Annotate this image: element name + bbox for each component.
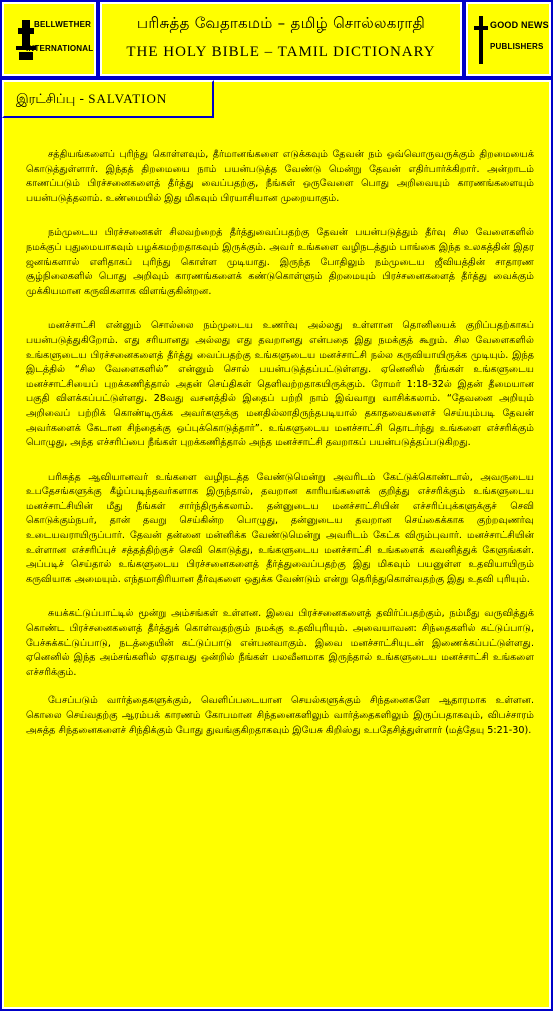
paragraph: சத்தியங்களைப் புரிந்து கொள்ளவும், தீர்மானங்களை எடுக்கவும் தேவன் நம் ஒவ்வொருவருக்கும் திறமையைக் கொடுத்துள்ளார். இந்தத் திறமையை நாம் பயன்படுத்த வேண்டு மென்று தேவன் எதிர்பார்க்கிறார். அன்றாடம் காணப்படும் பிரச்சனைகளைத் தீர்த்து வைப்பதற்கு, நீங்கள் ஒருவேளை பொது அறிவையும் காரணங்களையும் பயன்படுத்தலாம். உண்மையில் இது மிகவும் பிரயாசியான முறையாகும். (26, 149, 534, 204)
paragraph: சுயக்கட்டுப்பாட்டில் மூன்று அம்சங்கள் உள்ளன. இவை பிரச்சனைகளைத் தவிர்ப்பதற்கும், நம்மீது வருவித்துக் கொண்ட பிரச்சனைகளைத் தீர்த்துக் கொள்வதற்கும் நமக்கு உதவிபுரியும். அவையாவன: சிந்தைகளில் கட்டுப்பாடு, பேச்சுக்கட்டுப்பாடு, நடத்தையின் கட்டுப்பாடு என்பனவாகும். இவை மனச்சாட்சியுடன் இணைக்கப்பட்டுள்ளது. ஏனெனில் இந்த அம்சங்களில் ஏதாவது ஒன்றில் நீங்கள் பலவீனமாக இருந்தால் உங்களுடைய மனச்சாட்சி உங்களை எச்சரிக்கும். (26, 608, 534, 678)
tamil-title: பரிசுத்த வேதாகமம் – தமிழ் சொல்லகராதி (136, 14, 426, 32)
section-heading (2, 80, 214, 118)
bellwether-logo (2, 2, 96, 76)
publishers-name: PUBLISHERS (490, 42, 544, 51)
content-panel (2, 80, 551, 1009)
bellwether-subname: INTERNATIONAL (26, 44, 94, 53)
english-title: THE HOLY BIBLE – TAMIL DICTIONARY (126, 44, 436, 60)
header-title-box (100, 2, 462, 76)
paragraph: பரிசுத்த ஆவியானவர் உங்களை வழிநடத்த வேண்டுமென்று அவரிடம் கேட்டுக்கொண்டால், அவருடைய உபதேசங்களுக்கு கீழ்ப்படிந்தவர்களாக இருந்தால், தவறான காரியங்களைக் குறித்து எச்சரிக்கும் உங்களுடைய மனச்சாட்சியின் மீது நீங்கள் சார்ந்திருக்கலாம். தன்னுடைய மனச்சாட்சியின் எச்சரிப்புக்களுக்குச் செவி கொடுக்கும்நபர், தான் தவறு செய்கின்ற பொழுது, தன்னுடைய தவறான செய்கைக்காக குற்றவுணர்வு உடையவராயிருப்பார். தேவன் தன்னை மன்னிக்க வேண்டுமென்று அவரிடம் கேட்க விரும்புவார். மனச்சாட்சியின் உள்ளான எச்சரிப்புச் சத்தத்திற்குச் செவி கொடுத்து, உங்களுடைய மனச்சாட்சி உங்களைக் கவனித்துக் கேளுங்கள். அப்படிச் செய்தால் உங்களுடைய பிரச்சனைகளைத் தீர்த்துவைப்பதற்கு இது மிகவும் பயனுள்ள உதவியாயிரும் கருவியாக அமையும். எந்தமாதிரியான தீர்வுகளை ஒதுக்க வேண்டும் என்று தெரிந்துகொள்வதற்கு இது உதவி புரியும். (26, 471, 534, 585)
article-body (26, 148, 534, 758)
good-news-logo (466, 2, 551, 76)
bellwether-name: BELLWETHER (34, 20, 92, 29)
section-english: SALVATION (88, 91, 168, 106)
section-separator: - (75, 92, 89, 107)
cross-icon (474, 16, 488, 64)
good-news-name: GOOD NEWS (490, 20, 549, 30)
paragraph: பேசப்படும் வார்த்தைகளுக்கும், வெளிப்படையான செயல்களுக்கும் சிந்தனைகளே ஆதாரமாக உள்ளன. கொலை செய்வதற்கு ஆரம்பக் காரணம் கோபமான சிந்தனைகளிலும் வார்த்தைகளிலும் இருப்பதாகவும், விபச்சாரம் அசுத்த சிந்தனைகளைச் சிந்திக்கும் போது துவங்குகிறதாகவும் இயேசு கிறிஸ்து உபதேசித்துள்ளார் (மத்தேயு 5:21-30). (26, 695, 534, 736)
paragraph: மனச்சாட்சி என்னும் சொல்லை நம்முடைய உணர்வு அல்லது உள்ளான தொனியைக் குறிப்பதற்காகப் பயன்படுத்துகிறோம். எது சரியானது அல்லது எது தவறானது என்பதை இது நமக்குத் கூறும். சில வேளைகளில் உங்களுடைய பிரச்சனைகளைத் தீர்த்து வைப்பதற்கு உங்களுடைய மனச்சாட்சி நல்ல கருவியாயிருக்க முடியும். இந்த இடத்தில் “சில வேளைகளில்” என்னும் சொல் பயன்படுத்தப்பட்டுள்ளது. ஏனெனில் நீங்கள் உங்களுடைய மனச்சாட்சியைப் புறக்கணித்தால் அதன் செய்திகள் தெளிவற்றதாகயிருக்கும். ரோமர் 1:18-32ல் இதன் தீமையான பகுதி விளக்கப்பட்டுள்ளது. 28வது வசனத்தில் இதைப் பற்றி நாம் இவ்வாறு வாசிக்கலாம். “தேவனை அறியும் அறிவைப் பற்றிக் கொண்டிருக்க அவர்களுக்கு மனதில்லாதிருந்தபடியால் தகாதவைகளைச் செய்யும்படி தேவன் அவர்களைக் கேடான சிந்தைக்கு ஒப்புக்கொடுத்தார்”. உங்களுடைய மனச்சாட்சி தொடர்ந்து உங்களை எச்சரிக்கும் பொழுது, அந்த எச்சரிப்பை நீங்கள் புறக்கணித்தால் அந்த மனச்சாட்சி தவறாகப் பயன்படுத்தப்படுகிறது. (26, 320, 534, 449)
paragraph: நம்முடைய பிரச்சனைகள் சிலவற்றைத் தீர்த்துவைப்பதற்கு தேவன் பயன்படுத்தும் தீர்வு சில வேளைகளில் நமக்குப் புதுமையாகவும் பழக்கமற்றதாகவும் இருக்கும். அவர் உங்களை வழிநடத்தும் பாங்கை இந்த உலகத்தின் இதர ஜனங்களால் எளிதாகப் புரிந்து கொள்ள முடியாது. இருந்த போதிலும் நம்முடைய ஜீவியத்தின் சாதாரண சூழ்நிலைகளில் பொது அறிவும் காரணங்களைக் கண்டுகொள்ளும் திறமையும் பிரச்சனைகளைத் தீர்த்து வைக்கும் முக்கியமான கருவிகளாக விளங்குகின்றன. (26, 227, 534, 297)
section-tamil: இரட்சிப்பு (16, 92, 76, 107)
